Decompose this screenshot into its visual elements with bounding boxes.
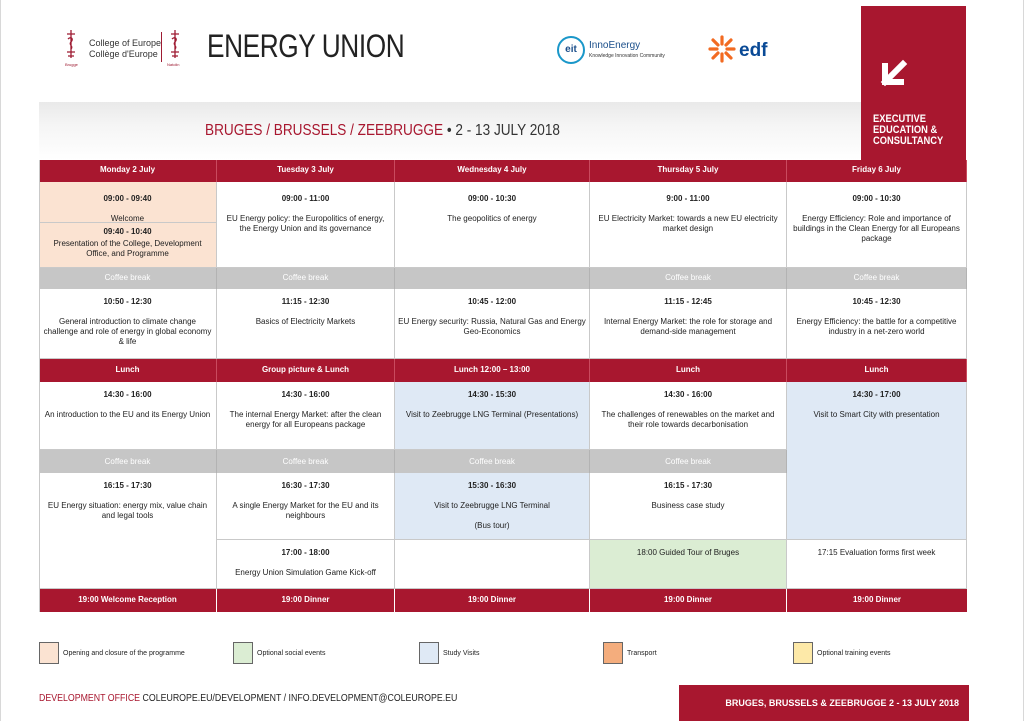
legend-label: Opening and closure of the programme [63,650,185,657]
coffee-break: Coffee break [217,268,395,289]
executive-education-label: EXECUTIVE EDUCATION & CONSULTANCY [873,113,944,147]
legend-swatch [793,642,813,664]
edf-burst-icon [707,34,737,64]
legend-swatch [419,642,439,664]
edf-logo [707,34,787,66]
innoenergy-tagline: Knowledge Innovation Community [589,53,665,59]
location-banner [39,102,861,160]
lunch-thu: Lunch [590,359,787,382]
dinner-thu: 19:00 Dinner [590,589,787,612]
day-header-friday: Friday 6 July [787,160,967,182]
innoenergy-name: InnoEnergy [589,40,641,51]
session-tue-3: 14:30 - 16:00 The internal Energy Market: after the clean energy for all Europeans package [217,382,395,450]
legend-swatch [39,642,59,664]
session-fri-2: 10:45 - 12:30 Energy Efficiency: the battle for a competitive industry in a net-zero world [787,289,967,359]
session-tue-1: 09:00 - 11:00 EU Energy policy: the Europolitics of energy, the Energy Union and its governance [217,182,395,268]
dinner-wed: 19:00 Dinner [395,589,590,612]
coffee-break: Coffee break [39,268,217,289]
college-of-europe-logo [65,28,195,68]
day-header-thursday: Thursday 5 July [590,160,787,182]
legend-label: Transport [627,650,657,657]
banner-text [205,122,560,140]
coffee-break: Coffee break [590,268,787,289]
eit-logo-icon: eit [557,36,585,64]
college-right-caption: Natolin [167,62,180,67]
footer-dates-banner: BRUGES, BRUSSELS & ZEEBRUGGE 2 - 13 JULY 2018 [679,685,969,721]
footer-office: DEVELOPMENT OFFICE [39,693,141,704]
session-mon-welcome: 09:00 - 09:40 Welcome [39,182,217,223]
legend-swatch [603,642,623,664]
session-mon-3: 14:30 - 16:00 An introduction to the EU and its Energy Union [39,382,217,450]
footer-contact [39,693,457,704]
session-mon-4: 16:15 - 17:30 EU Energy situation: energy mix, value chain and legal tools [39,473,217,589]
session-wed-4-visit: 15:30 - 16:30 Visit to Zeebrugge LNG Terminal (Bus tour) [395,473,590,540]
coffee-break: Coffee break [787,268,967,289]
college-name [89,38,161,60]
college-left-caption: Brugge [65,62,78,67]
session-thu-2: 11:15 - 12:45 Internal Energy Market: the role for storage and demand-side management [590,289,787,359]
legend-label: Optional social events [257,650,326,657]
evening-mon: 19:00 Welcome Reception [39,589,217,612]
session-wed-3-visit: 14:30 - 15:30 Visit to Zeebrugge LNG Terminal (Presentations) [395,382,590,450]
session-fri-3-visit: 14:30 - 17:00 Visit to Smart City with presentation [787,382,967,540]
day-header-monday: Monday 2 July [39,160,217,182]
lunch-tue: Group picture & Lunch [217,359,395,382]
dinner-tue: 19:00 Dinner [217,589,395,612]
lunch-wed: Lunch 12:00 – 13:00 [395,359,590,382]
college-name-fr: Collège d'Europe [89,49,158,59]
arrow-down-left-icon [873,58,909,94]
edf-wordmark: edf [739,40,768,61]
dinner-fri: 19:00 Dinner [787,589,967,612]
legend-label: Optional training events [817,650,891,657]
innoenergy-logo [557,36,667,66]
session-wed-1: 09:00 - 10:30 The geopolitics of energy [395,182,590,268]
footer-links[interactable]: COLEUROPE.EU/DEVELOPMENT / INFO.DEVELOPMENT@COLEUROPE.EU [140,693,458,704]
session-thu-1: 9:00 - 11:00 EU Electricity Market: towards a new EU electricity market design [590,182,787,268]
session-wed-2: 10:45 - 12:00 EU Energy security: Russia, Natural Gas and Energy Geo-Economics [395,289,590,359]
coffee-break: Coffee break [217,450,395,473]
session-thu-5-social: 18:00 Guided Tour of Bruges [590,540,787,589]
executive-education-box [861,6,966,162]
banner-dates: • 2 - 13 JULY 2018 [443,122,560,139]
legend-swatch [233,642,253,664]
session-wed-5-empty [395,540,590,589]
session-thu-3: 14:30 - 16:00 The challenges of renewables on the market and their role towards decarbonisation [590,382,787,450]
session-tue-4: 16:30 - 17:30 A single Energy Market for the EU and its neighbours [217,473,395,540]
lunch-mon: Lunch [39,359,217,382]
logo-divider [161,32,162,62]
lunch-fri: Lunch [787,359,967,382]
banner-cities: BRUGES / BRUSSELS / ZEEBRUGGE [205,122,444,139]
college-name-en: College of Europe [89,38,162,48]
session-mon-presentation: 09:40 - 10:40 Presentation of the College, Development Office, and Programme [39,223,217,268]
day-header-tuesday: Tuesday 3 July [217,160,395,182]
session-thu-4: 16:15 - 17:30 Business case study [590,473,787,540]
day-header-wednesday: Wednesday 4 July [395,160,590,182]
coffee-break: Coffee break [590,450,787,473]
break-empty [395,268,590,289]
session-tue-5: 17:00 - 18:00 Energy Union Simulation Game Kick-off [217,540,395,589]
legend-label: Study Visits [443,650,480,657]
session-fri-5: 17:15 Evaluation forms first week [787,540,967,589]
session-fri-1: 09:00 - 10:30 Energy Efficiency: Role and importance of buildings in the Clean Energy for all Europeans package [787,182,967,268]
coffee-break: Coffee break [39,450,217,473]
schedule-grid [39,160,967,612]
session-mon-2: 10:50 - 12:30 General introduction to climate change challenge and role of energy in global economy & life [39,289,217,359]
program-title: ENERGY UNION [207,28,405,64]
coffee-break: Coffee break [395,450,590,473]
session-tue-2: 11:15 - 12:30 Basics of Electricity Markets [217,289,395,359]
